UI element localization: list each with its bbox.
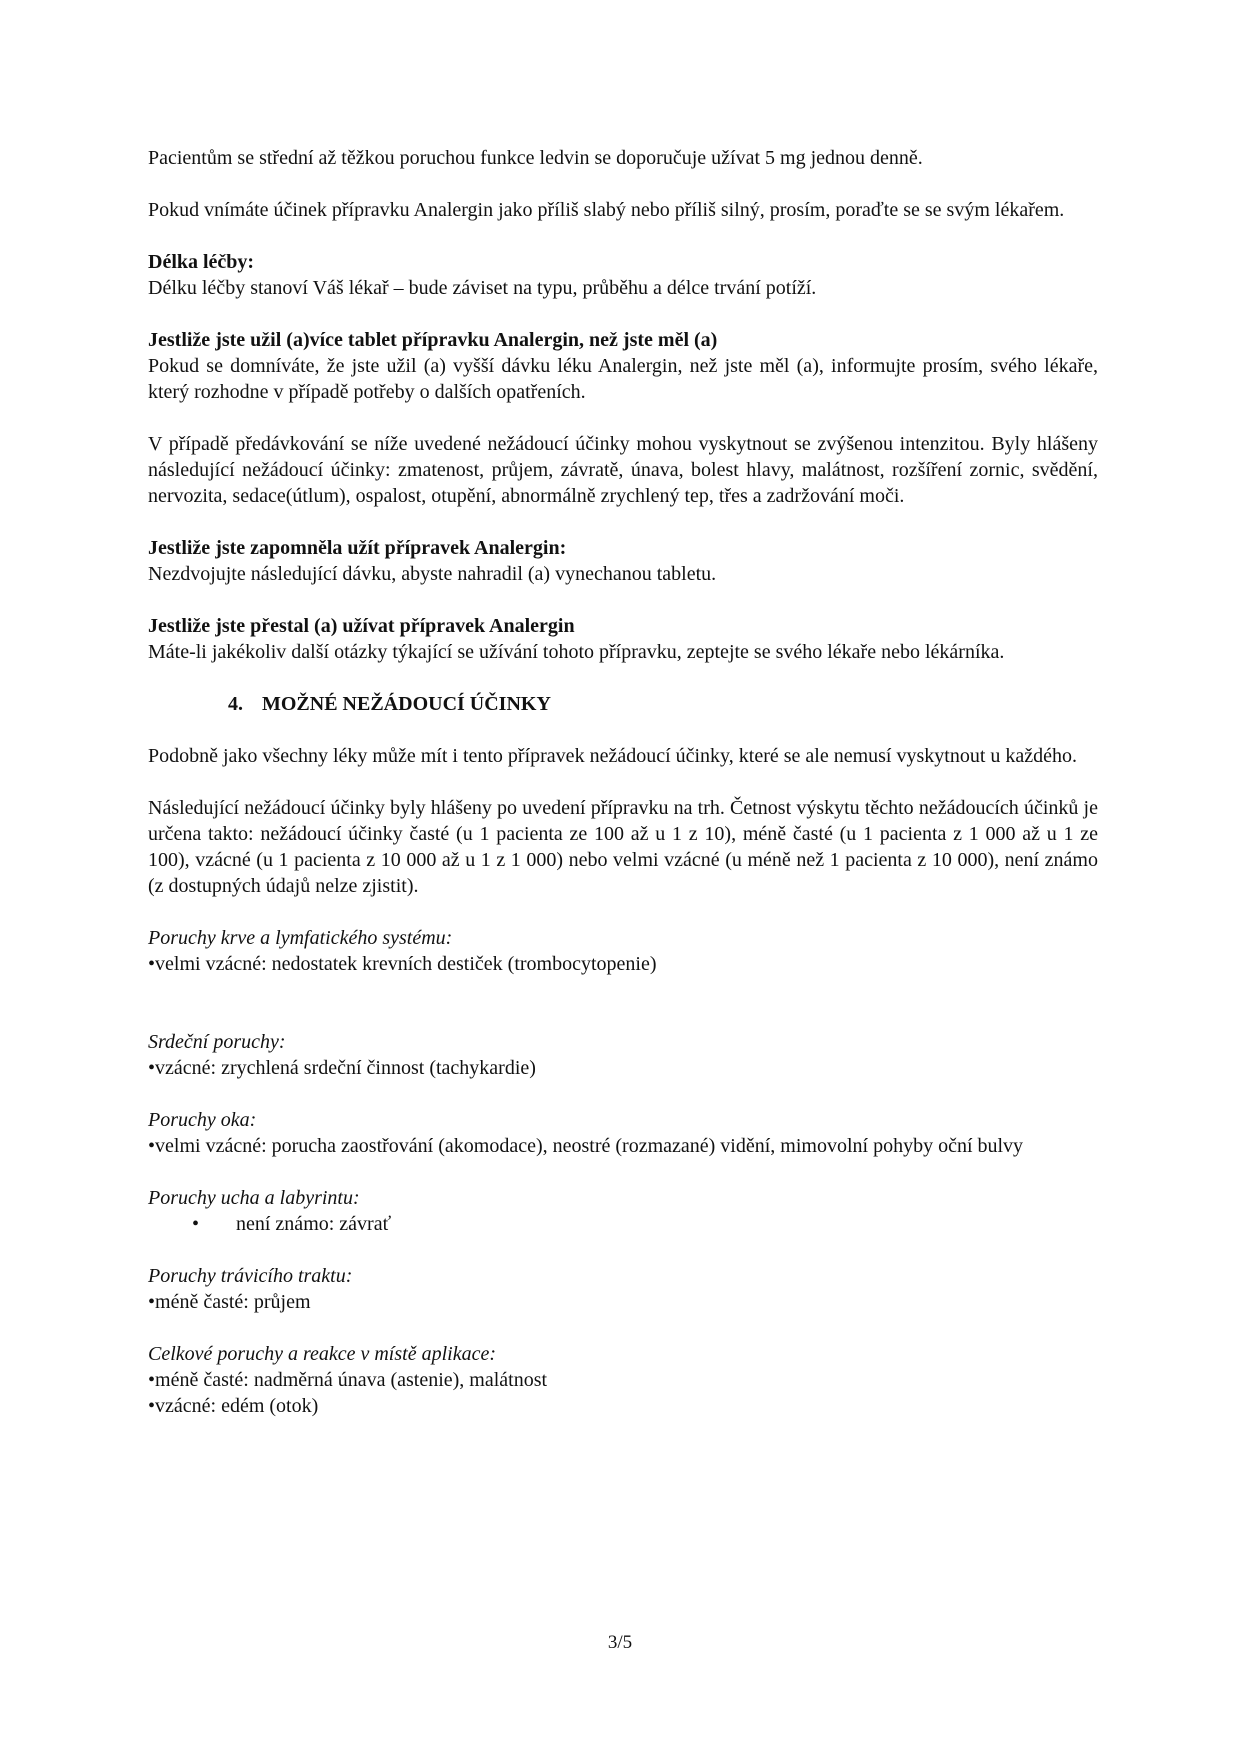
section-4-heading: [228, 691, 1098, 717]
category-general: [148, 1341, 1098, 1419]
list-item-text: méně časté: nadměrná únava (astenie), malátnost: [155, 1369, 548, 1391]
document-page: [148, 145, 1098, 1445]
paragraph-renal-dose: Pacientům se střední až těžkou poruchou funkce ledvin se doporučuje užívat 5 mg jednou denně.: [148, 147, 923, 169]
list-item-text: méně časté: průjem: [155, 1291, 311, 1313]
section-4-frequency: Následující nežádoucí účinky byly hlášeny po uvedení přípravku na trh. Četnost výskytu těchto nežádoucích účinků je určena takto: nežádoucí účinky časté (u 1 pacienta ze 100 až u 1 z 10), méně časté (u 1 pacienta z 1 000 až u 1 ze 100), vzácné (u 1 pacienta z 10 000 až u 1 z 1 000) nebo velmi vzácné (u méně než 1 pacienta z 10 000), není známo (z dostupných údajů nelze zjistit).: [148, 797, 1098, 897]
category-title: Poruchy ucha a labyrintu:: [148, 1187, 360, 1209]
bullet-icon: •: [148, 1135, 156, 1157]
overdose-symptoms-text: V případě předávkování se níže uvedené nežádoucí účinky mohou vyskytnout se zvýšenou intenzitou. Byly hlášeny následující nežádoucí účinky: zmatenost, průjem, závratě, únava, bolest hlavy, malátnost, rozšíření zornic, svědění, nervozita, sedace(útlum), ospalost, otupění, abnormálně zrychlený tep, třes a zadržování moči.: [148, 433, 1098, 507]
stopped-block: [148, 613, 1098, 665]
list-item-text: vzácné: edém (otok): [155, 1395, 319, 1417]
page-number: 3/5: [607, 1632, 633, 1653]
stopped-text: Máte-li jakékoliv další otázky týkající se užívání tohoto přípravku, zeptejte se svého lékaře nebo lékárníka.: [148, 641, 1005, 663]
category-gi: [148, 1263, 1098, 1315]
list-item-text: velmi vzácné: porucha zaostřování (akomodace), neostré (rozmazané) vidění, mimovolní pohyby oční bulvy: [155, 1135, 1024, 1157]
list-item: [148, 1133, 1098, 1159]
list-item-text: není známo: závrať: [236, 1213, 392, 1235]
category-title: Poruchy krve a lymfatického systému:: [148, 927, 453, 949]
overdose-block: [148, 327, 1098, 405]
bullet-icon: •: [148, 953, 156, 975]
forgot-heading: Jestliže jste zapomněla užít přípravek Analergin:: [148, 537, 567, 559]
stopped-heading: Jestliže jste přestal (a) užívat přípravek Analergin: [148, 615, 575, 637]
list-item-text: velmi vzácné: nedostatek krevních destiček (trombocytopenie): [155, 953, 657, 975]
bullet-icon: •: [148, 1057, 156, 1079]
list-item: [148, 1367, 1098, 1393]
duration-heading: Délka léčby:: [148, 251, 255, 273]
category-blood: [148, 925, 1098, 977]
category-title: Poruchy trávicího traktu:: [148, 1265, 353, 1287]
category-title: Srdeční poruchy:: [148, 1031, 286, 1053]
bullet-icon: •: [192, 1213, 200, 1235]
category-title: Poruchy oka:: [148, 1109, 257, 1131]
list-item: [148, 1211, 1098, 1237]
forgot-block: [148, 535, 1098, 587]
list-item: [148, 1289, 1098, 1315]
bullet-icon: •: [148, 1369, 156, 1391]
section-4-number: 4.: [228, 693, 243, 715]
overdose-heading: Jestliže jste užil (a)více tablet přípravku Analergin, než jste měl (a): [148, 329, 718, 351]
section-4-intro: Podobně jako všechny léky může mít i tento přípravek nežádoucí účinky, které se ale nemusí vyskytnout u každého.: [148, 745, 1078, 767]
category-title: Celkové poruchy a reakce v místě aplikace:: [148, 1343, 496, 1365]
category-eye: [148, 1107, 1098, 1159]
list-item: [148, 951, 1098, 977]
list-item: [148, 1055, 1098, 1081]
paragraph-effect-consult: Pokud vnímáte účinek přípravku Analergin jako příliš slabý nebo příliš silný, prosím, poraďte se se svým lékařem.: [148, 199, 1065, 221]
bullet-icon: •: [148, 1395, 156, 1417]
list-item: [148, 1393, 1098, 1419]
duration-block: [148, 249, 1098, 301]
section-4-title: MOŽNÉ NEŽÁDOUCÍ ÚČINKY: [262, 693, 551, 715]
list-item-text: vzácné: zrychlená srdeční činnost (tachykardie): [155, 1057, 536, 1079]
overdose-text: Pokud se domníváte, že jste užil (a) vyšší dávku léku Analergin, než jste měl (a), informujte prosím, svého lékaře, který rozhodne v případě potřeby o dalších opatřeních.: [148, 355, 1098, 403]
category-ear: [148, 1185, 1098, 1237]
forgot-text: Nezdvojujte následující dávku, abyste nahradil (a) vynechanou tabletu.: [148, 563, 717, 585]
bullet-icon: •: [148, 1291, 156, 1313]
duration-text: Délku léčby stanoví Váš lékař – bude záviset na typu, průběhu a délce trvání potíží.: [148, 277, 817, 299]
category-heart: [148, 1029, 1098, 1081]
